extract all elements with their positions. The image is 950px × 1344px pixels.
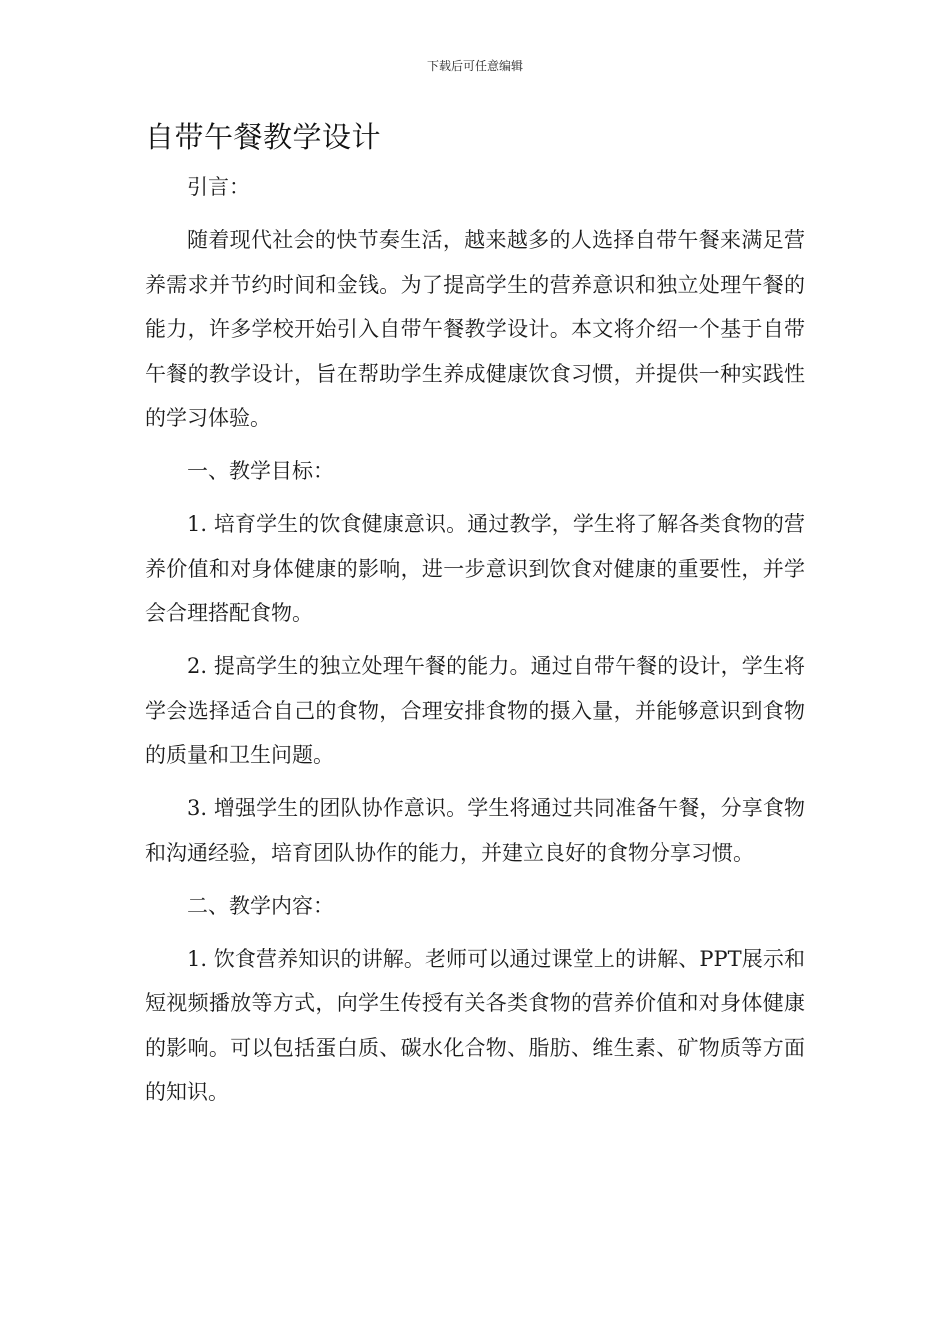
document-title: 自带午餐教学设计 [145, 120, 382, 154]
header-note: 下载后可任意编辑 [426, 59, 523, 73]
goal-item-2: 2. 提高学生的独立处理午餐的能力。通过自带午餐的设计，学生将学会选择适合自己的食物，合理安排食物的摄入量，并能够意识到食物的质量和卫生问题。 [145, 654, 805, 767]
intro-heading: 引言： [187, 175, 250, 199]
intro-paragraph: 随着现代社会的快节奏生活，越来越多的人选择自带午餐来满足营养需求并节约时间和金钱。为了提高学生的营养意识和独立处理午餐的能力，许多学校开始引入自带午餐教学设计。本文将介绍一个基于自带午餐的教学设计，旨在帮助学生养成健康饮食习惯，并提供一种实践性的学习体验。 [145, 228, 805, 430]
goal-item-3: 3. 增强学生的团队协作意识。学生将通过共同准备午餐，分享食物和沟通经验，培育团队协作的能力，并建立良好的食物分享习惯。 [145, 796, 805, 865]
goal-item-1: 1. 培育学生的饮食健康意识。通过教学，学生将了解各类食物的营养价值和对身体健康的影响，进一步意识到饮食对健康的重要性，并学会合理搭配食物。 [145, 512, 805, 625]
document-body [145, 165, 805, 1123]
content-item-1: 1. 饮食营养知识的讲解。老师可以通过课堂上的讲解、PPT展示和短视频播放等方式，向学生传授有关各类食物的营养价值和对身体健康的影响。可以包括蛋白质、碳水化合物、脂肪、维生素、矿物质等方面的知识。 [145, 946, 805, 1104]
section-heading-content: 二、教学内容： [187, 893, 334, 918]
section-heading-goals: 一、教学目标： [187, 459, 334, 483]
